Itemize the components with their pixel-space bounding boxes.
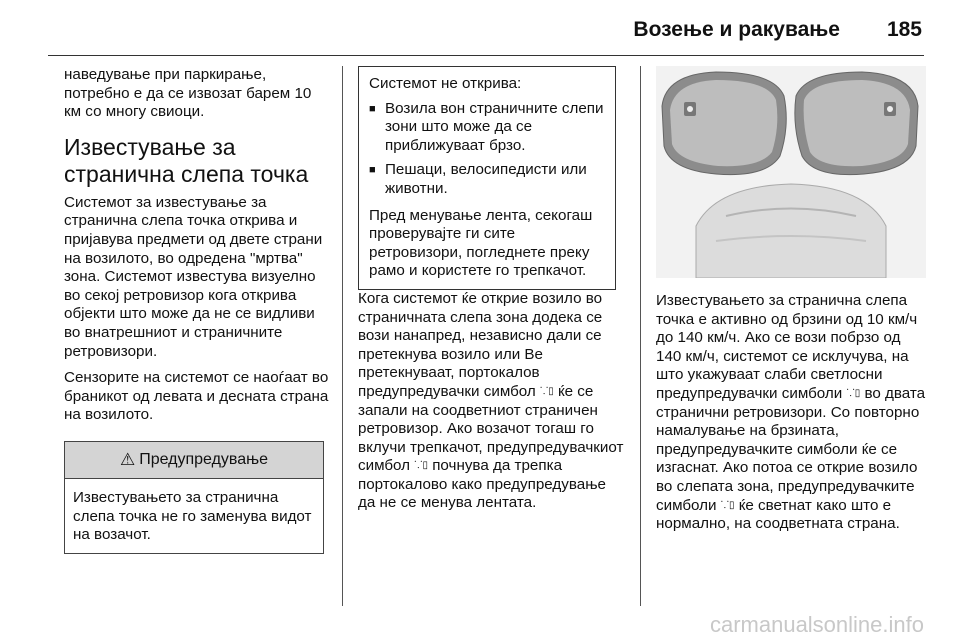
bullet-square-icon: ■: [369, 164, 376, 177]
description-paragraph: Системот за известување за странична слепа точка открива и пријавува предмети од двете страни на возилото, во одредена "мртва" зона. Системот известува визуелно во секој ретровизор кога открива објекти што може да не се видливи во внатрешниот и страничните ретровизори.: [64, 193, 323, 360]
warning-text: Известувањето за странична слепа точка не го заменува видот на возачот.: [73, 488, 312, 544]
column-2: [358, 66, 626, 521]
intro-paragraph: наведување при паркирање, потребно е да се извозат барем 10 км со многу свиоци.: [64, 66, 312, 121]
blind-spot-symbol-icon: ⸪▯: [540, 385, 554, 397]
warning-box: [64, 441, 324, 554]
list-item: [369, 161, 605, 198]
column-3: [656, 66, 928, 542]
operating-range-paragraph: [656, 292, 928, 534]
text-segment: во двата странични ретровизори. Со повторно намалување на брзината, предупредувачките симболи ќе се изгаснат. Ако потоа се открие возило во слепата зона, предупредувачките симболи: [656, 384, 926, 514]
text-segment: ќе се запали на соодветниот страничен ретровизор. Ако возачот тогаш го вклучи трепкачот, предупредувачкиот симбол: [358, 382, 624, 475]
column-1: [64, 66, 330, 554]
bullet-square-icon: ■: [369, 102, 376, 115]
list-item: [369, 100, 605, 156]
detection-paragraph: [358, 290, 626, 513]
list-item-text: Пешаци, велосипедисти или животни.: [385, 161, 587, 197]
limitations-closing: Пред менување лента, секогаш проверувајте ги сите ретровизори, погледнете преку рамо и користете го трепкачот.: [369, 206, 593, 280]
mirror-illustration: [656, 66, 926, 278]
text-segment: Известувањето за странична слепа точка е активно од брзини од 10 км/ч до 140 км/ч. Ако се вози побрзо од 140 км/ч, системот се исклучува, на што укажуваат слаби светлосни предупредувачки симболи: [656, 292, 918, 402]
text-segment: ќе светнат како што е нормално, на соодветната страна.: [656, 496, 900, 533]
warning-triangle-icon: ⚠: [119, 449, 136, 469]
warning-header: [65, 442, 323, 479]
blind-spot-symbol-icon: ⸪▯: [846, 387, 861, 399]
limitations-box: [358, 66, 616, 290]
page-header: [0, 0, 960, 56]
text-segment: Кога системот ќе открие возило во страничната слепа зона додека се вози нанапред, независно дали се претекнува возило или Ве претекнуваат, портокалов предупредувачки симбол: [358, 289, 603, 400]
column-divider-right: [640, 66, 641, 606]
sensor-paragraph: Сензорите на системот се наоѓаат во браникот од левата и десната страна на возилото.: [64, 369, 329, 424]
text-segment: почнува да трепка портокалово како предупредување да не се менува лентата.: [358, 457, 606, 512]
blind-spot-symbol-icon: ⸪▯: [720, 499, 735, 511]
blind-spot-symbol-icon: ⸪▯: [414, 460, 428, 472]
page-number: 185: [886, 18, 922, 41]
warning-title: Предупредување: [139, 450, 269, 468]
column-divider-left: [342, 66, 343, 606]
watermark: carmanualsonline.info: [709, 612, 924, 637]
limitations-lead: Системот не открива:: [369, 75, 522, 92]
section-heading: Известување за странична слепа точка: [64, 133, 309, 187]
header-rule: [48, 55, 924, 56]
limitations-list: [369, 100, 605, 199]
list-item-text: Возила вон страничните слепи зони што може да се приближуваат брзо.: [385, 99, 604, 154]
header-title: Возење и ракување: [633, 18, 840, 41]
